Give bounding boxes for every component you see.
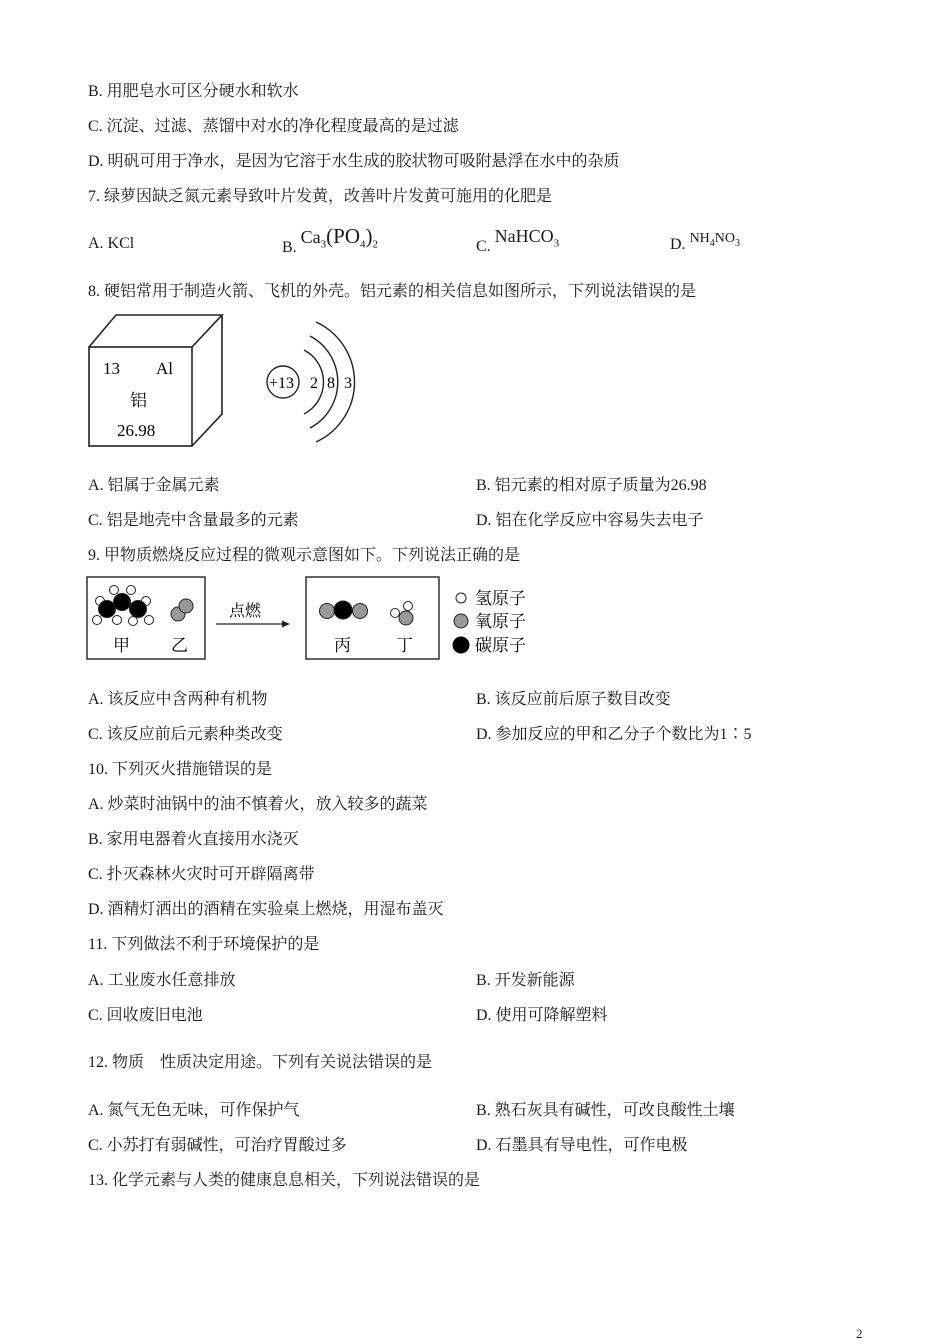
formula-part: NO bbox=[714, 231, 736, 246]
formula-part: NH bbox=[689, 231, 710, 246]
q11-option-d: D. 使用可降解塑料 bbox=[476, 1007, 608, 1024]
legend-h-label: 氢原子 bbox=[475, 589, 526, 608]
o-atom bbox=[179, 599, 193, 613]
q8-stem: 8. 硬铝常用于制造火箭、飞机的外壳。铝元素的相关信息如图所示，下列说法错误的是 bbox=[88, 283, 697, 300]
q7-option-b-formula bbox=[300, 224, 379, 251]
q12-option-d: D. 石墨具有导电性，可作电极 bbox=[476, 1137, 688, 1154]
h-atom bbox=[129, 617, 138, 626]
q11-stem: 11. 下列做法不利于环境保护的是 bbox=[88, 936, 320, 953]
q11-option-b: B. 开发新能源 bbox=[476, 972, 575, 989]
formula-part: Ca bbox=[300, 227, 321, 247]
legend-c-label: 碳原子 bbox=[475, 636, 526, 655]
molecule-jia bbox=[93, 586, 154, 626]
element-number: 13 bbox=[103, 359, 120, 378]
q7-option-d-formula bbox=[689, 231, 741, 249]
element-name: 铝 bbox=[130, 391, 147, 410]
c-atom bbox=[334, 601, 352, 619]
element-mass: 26.98 bbox=[117, 421, 156, 440]
q7-option-c-formula bbox=[494, 226, 560, 250]
arrow-label: 点燃 bbox=[229, 603, 262, 620]
h-atom bbox=[145, 616, 154, 625]
molecule-ding bbox=[391, 602, 414, 626]
q9-option-d: D. 参加反应的甲和乙分子个数比为1∶5 bbox=[476, 726, 752, 743]
q6-option-d: D. 明矾可用于净水，是因为它溶于水生成的胶状物可吸附悬浮在水中的杂质 bbox=[88, 153, 620, 170]
q8-option-b: B. 铝元素的相对原子质量为26.98 bbox=[476, 477, 707, 494]
q7-option-c-label: C. bbox=[476, 238, 491, 255]
page-number: 2 bbox=[856, 1326, 863, 1341]
q10-option-b: B. 家用电器着火直接用水浇灭 bbox=[88, 831, 299, 848]
q9-option-b: B. 该反应前后原子数目改变 bbox=[476, 691, 671, 708]
legend-o-icon bbox=[454, 614, 468, 628]
q8-option-d: D. 铝在化学反应中容易失去电子 bbox=[476, 512, 704, 529]
legend-o-label: 氧原子 bbox=[475, 612, 526, 631]
q11-option-a: A. 工业废水任意排放 bbox=[88, 972, 236, 989]
q7-option-d bbox=[670, 228, 740, 254]
label-jia: 甲 bbox=[113, 636, 130, 655]
q9-stem: 9. 甲物质燃烧反应过程的微观示意图如下。下列说法正确的是 bbox=[88, 547, 521, 564]
h-atom bbox=[93, 616, 102, 625]
formula-subscript: 4 bbox=[709, 237, 715, 249]
shell-1-electrons: 2 bbox=[310, 375, 318, 392]
q12-stem: 12. 物质 性质决定用途。下列有关说法错误的是 bbox=[88, 1054, 433, 1071]
reaction-arrow-head bbox=[282, 621, 290, 628]
q7-option-a: A. KCl bbox=[88, 235, 135, 252]
legend-h-icon bbox=[456, 593, 466, 603]
q7-option-c bbox=[476, 226, 559, 254]
label-bing: 丙 bbox=[334, 636, 351, 655]
q10-stem: 10. 下列灭火措施错误的是 bbox=[88, 761, 273, 778]
formula-part: NaHCO bbox=[494, 226, 554, 246]
q10-option-d: D. 酒精灯洒出的酒精在实验桌上燃烧，用湿布盖灭 bbox=[88, 901, 444, 918]
h-atom bbox=[110, 586, 119, 595]
q12-option-b: B. 熟石灰具有碱性，可改良酸性土壤 bbox=[476, 1102, 735, 1119]
shell-2-electrons: 8 bbox=[327, 375, 335, 392]
o-atom bbox=[399, 611, 413, 625]
q12-option-c: C. 小苏打有弱碱性，可治疗胃酸过多 bbox=[88, 1137, 347, 1154]
nucleus-charge: +13 bbox=[269, 375, 295, 392]
q6-option-c: C. 沉淀、过滤、蒸馏中对水的净化程度最高的是过滤 bbox=[88, 118, 459, 135]
o-atom bbox=[353, 604, 368, 619]
label-ding: 丁 bbox=[396, 636, 413, 655]
formula-subscript: 3 bbox=[553, 237, 560, 250]
q11-option-c: C. 回收废旧电池 bbox=[88, 1007, 203, 1024]
h-atom bbox=[127, 586, 136, 595]
q10-option-a: A. 炒菜时油锅中的油不慎着火，放入较多的蔬菜 bbox=[88, 796, 428, 813]
q9-option-c: C. 该反应前后元素种类改变 bbox=[88, 726, 283, 743]
c-atom bbox=[114, 594, 131, 611]
formula-subscript: 4 bbox=[360, 238, 366, 251]
q7-option-d-label: D. bbox=[670, 236, 686, 253]
q8-figure bbox=[86, 312, 366, 450]
q7-option-b-label: B. bbox=[282, 239, 297, 256]
q7-stem: 7. 绿萝因缺乏氮元素导致叶片发黄，改善叶片发黄可施用的化肥是 bbox=[88, 188, 553, 205]
formula-subscript: 2 bbox=[372, 238, 379, 251]
q12-option-a: A. 氮气无色无味，可作保护气 bbox=[88, 1102, 300, 1119]
molecule-bing bbox=[320, 601, 368, 619]
element-card bbox=[89, 315, 222, 446]
element-symbol: Al bbox=[156, 359, 173, 378]
label-yi: 乙 bbox=[171, 636, 188, 655]
element-card-top bbox=[89, 315, 222, 347]
shell-3-electrons: 3 bbox=[344, 375, 352, 392]
c-atom bbox=[99, 601, 116, 618]
q9-reaction-diagram bbox=[86, 576, 546, 664]
formula-subscript: 3 bbox=[735, 237, 741, 249]
q9-option-a: A. 该反应中含两种有机物 bbox=[88, 691, 268, 708]
formula-part: (PO bbox=[326, 224, 361, 248]
q8-option-a: A. 铝属于金属元素 bbox=[88, 477, 220, 494]
molecule-yi bbox=[171, 599, 193, 621]
q6-option-b: B. 用肥皂水可区分硬水和软水 bbox=[88, 83, 299, 100]
o-atom bbox=[320, 604, 335, 619]
c-atom bbox=[130, 601, 147, 618]
formula-part: ) bbox=[365, 224, 373, 248]
element-card-side bbox=[192, 315, 222, 446]
q10-option-c: C. 扑灭森林火灾时可开辟隔离带 bbox=[88, 866, 315, 883]
formula-subscript: 3 bbox=[320, 238, 327, 251]
q7-option-b bbox=[282, 226, 378, 255]
h-atom bbox=[113, 616, 122, 625]
q13-stem: 13. 化学元素与人类的健康息息相关，下列说法错误的是 bbox=[88, 1172, 481, 1189]
h-atom bbox=[404, 602, 413, 611]
h-atom bbox=[391, 609, 400, 618]
q8-option-c: C. 铝是地壳中含量最多的元素 bbox=[88, 512, 299, 529]
legend-c-icon bbox=[453, 637, 470, 654]
